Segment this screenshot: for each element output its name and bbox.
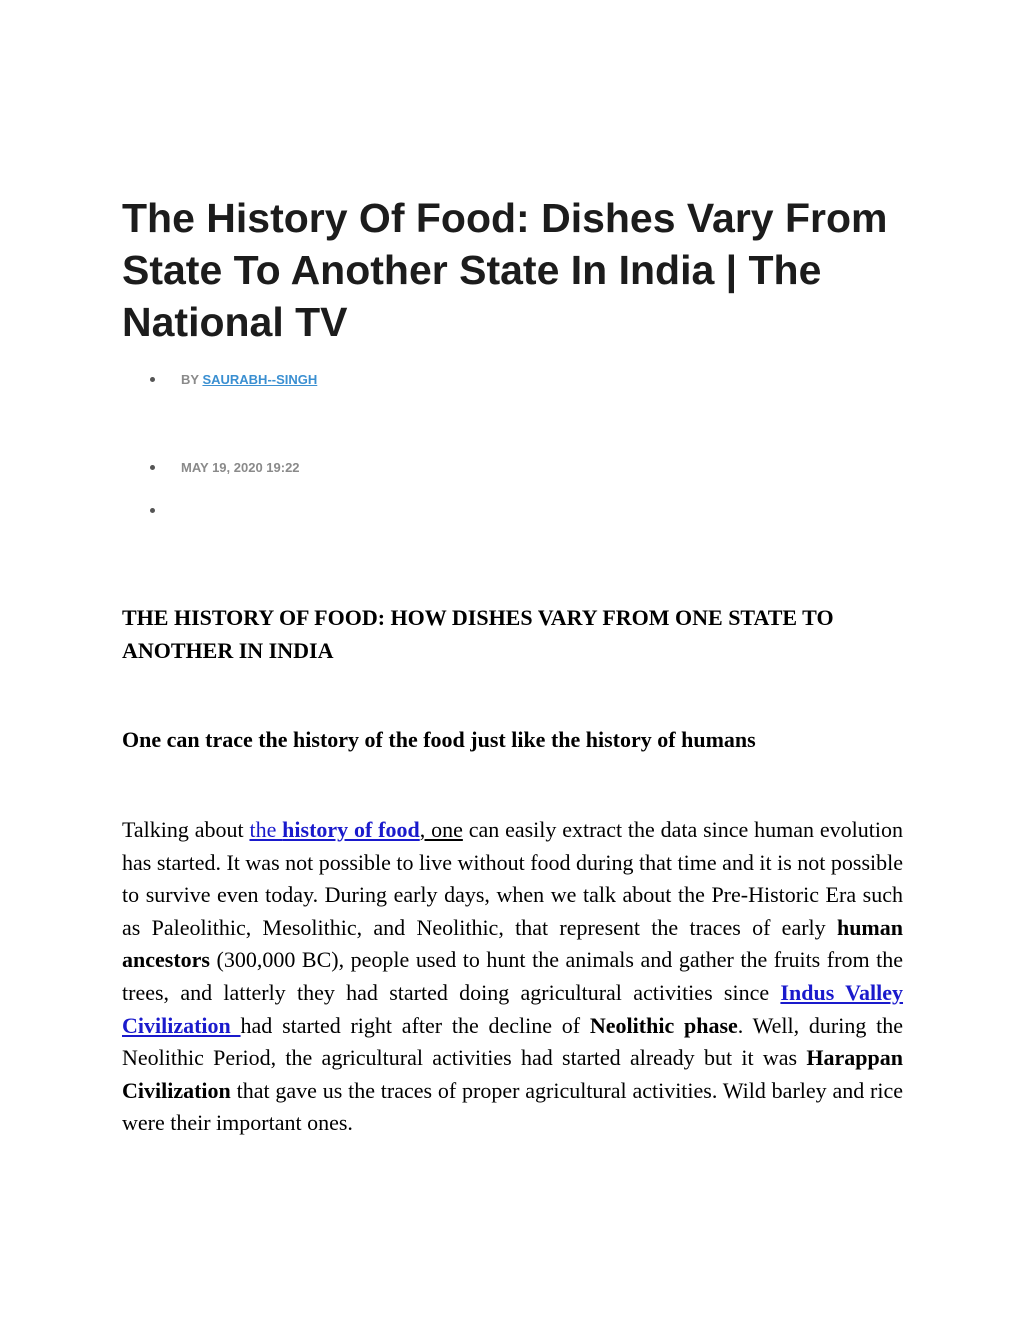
bold-harappan-civilization: Harappan Civilization <box>122 1045 903 1103</box>
indus-valley-link[interactable]: Indus Valley Civilization <box>122 979 904 1038</box>
bold-neolithic-phase: Neolithic phase <box>589 1012 738 1038</box>
bold-human-ancestors: human ancestors <box>122 914 903 973</box>
bullet-icon <box>150 465 155 470</box>
by-label: BY <box>181 372 203 387</box>
section-heading: THE HISTORY OF FOOD: HOW DISHES VARY FROM ONE STATE TO ANOTHER IN INDIA <box>122 605 834 663</box>
bullet-icon <box>150 377 155 382</box>
body-paragraph: Talking about the history of food, one can easily extract the data since human evolution has started. It was not possible to live without food during that time and it is not possible to survive even today. During early days, when we talk about the Pre-Historic Era such as Paleolithic, Mesolithic, and Neolithic, that represent the traces of early human ancestors (300,000 BC), people used to hunt the animals and gather the fruits from the trees, and latterly they had started doing agricultural activities since Indus Valley Civilization had started right after the decline of Neolithic phase. Well, during the Neolithic Period, the agricultural activities had started already but it was Harappan Civilization that gave us the traces of proper agricultural activities. Wild barley and rice were their important ones. <box>122 817 904 1136</box>
publish-date: MAY 19, 2020 19:22 <box>181 460 300 475</box>
history-of-food-link[interactable]: the history of food <box>249 817 420 842</box>
article-title: The History Of Food: Dishes Vary From State To Another State In India | The National TV <box>122 195 888 345</box>
bullet-icon <box>150 508 155 513</box>
author-link[interactable]: SAURABH--SINGH <box>202 372 318 387</box>
sub-heading: One can trace the history of the food just like the history of humans <box>122 727 756 752</box>
